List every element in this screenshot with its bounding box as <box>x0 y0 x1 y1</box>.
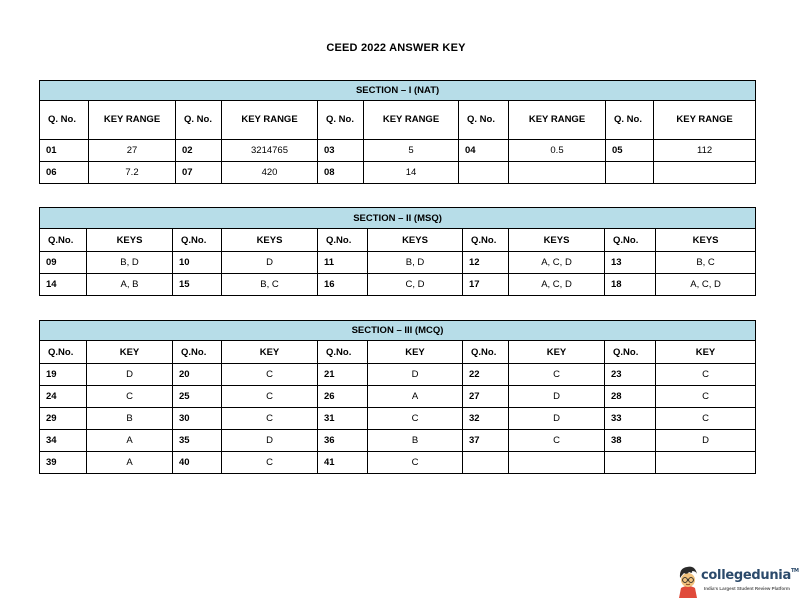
column-header-qno: Q.No. <box>605 341 656 364</box>
table-row <box>40 364 756 386</box>
column-header-qno: Q. No. <box>176 101 222 140</box>
table-row <box>40 386 756 408</box>
answer-key-cell: A, C, D <box>509 274 605 296</box>
answer-key-cell <box>509 162 606 184</box>
section-heading: SECTION – III (MCQ) <box>40 321 756 341</box>
answer-key-cell: C <box>656 364 756 386</box>
column-header-key: KEYS <box>368 229 463 252</box>
question-number-cell: 32 <box>463 408 509 430</box>
answer-key-cell: C <box>509 430 605 452</box>
section-heading: SECTION – II (MSQ) <box>40 208 756 229</box>
answer-key-cell: B <box>87 408 173 430</box>
question-number-cell: 37 <box>463 430 509 452</box>
question-number-cell: 30 <box>173 408 222 430</box>
column-header-key: KEYS <box>509 229 605 252</box>
answer-key-cell: A <box>87 452 173 474</box>
question-number-cell: 25 <box>173 386 222 408</box>
question-number-cell: 34 <box>40 430 87 452</box>
question-number-cell: 31 <box>318 408 368 430</box>
answer-key-cell: 112 <box>654 140 756 162</box>
question-number-cell: 13 <box>605 252 656 274</box>
question-number-cell: 35 <box>173 430 222 452</box>
question-number-cell: 02 <box>176 140 222 162</box>
question-number-cell <box>463 452 509 474</box>
column-header-key: KEY RANGE <box>364 101 459 140</box>
answer-key-cell: D <box>656 430 756 452</box>
table-header-row <box>40 341 756 364</box>
answer-key-cell: 27 <box>89 140 176 162</box>
logo-wordmark: collegedunia <box>701 568 791 583</box>
question-number-cell: 05 <box>606 140 654 162</box>
question-number-cell: 04 <box>459 140 509 162</box>
column-header-qno: Q.No. <box>605 229 656 252</box>
table-row <box>40 430 756 452</box>
answer-key-cell: 5 <box>364 140 459 162</box>
answer-key-cell: 0.5 <box>509 140 606 162</box>
section-heading: SECTION – I (NAT) <box>40 81 756 101</box>
question-number-cell: 03 <box>318 140 364 162</box>
answer-key-cell: 7.2 <box>89 162 176 184</box>
logo-tagline: India's Largest Student Review Platform <box>704 586 790 591</box>
answer-key-cell: D <box>87 364 173 386</box>
column-header-qno: Q.No. <box>40 341 87 364</box>
answer-key-cell: C <box>509 364 605 386</box>
collegedunia-logo[interactable] <box>676 562 799 602</box>
question-number-cell: 11 <box>318 252 368 274</box>
answer-key-cell: A, C, D <box>509 252 605 274</box>
column-header-qno: Q.No. <box>463 229 509 252</box>
answer-key-cell: 420 <box>222 162 318 184</box>
question-number-cell: 33 <box>605 408 656 430</box>
answer-key-cell: 3214765 <box>222 140 318 162</box>
column-header-key: KEY <box>222 341 318 364</box>
table-row <box>40 162 756 184</box>
question-number-cell: 07 <box>176 162 222 184</box>
table-row <box>40 408 756 430</box>
answer-key-cell: C <box>222 408 318 430</box>
table-row <box>40 452 756 474</box>
answer-key-cell: 14 <box>364 162 459 184</box>
question-number-cell: 10 <box>173 252 222 274</box>
column-header-qno: Q.No. <box>173 229 222 252</box>
question-number-cell: 27 <box>463 386 509 408</box>
column-header-key: KEYS <box>87 229 173 252</box>
answer-key-cell: A, C, D <box>656 274 756 296</box>
column-header-key: KEY RANGE <box>654 101 756 140</box>
question-number-cell: 28 <box>605 386 656 408</box>
question-number-cell: 08 <box>318 162 364 184</box>
answer-key-cell <box>654 162 756 184</box>
answer-key-cell: C <box>656 386 756 408</box>
column-header-key: KEY RANGE <box>509 101 606 140</box>
column-header-qno: Q.No. <box>318 341 368 364</box>
logo-trademark: TM <box>790 568 799 574</box>
question-number-cell: 01 <box>40 140 89 162</box>
question-number-cell: 40 <box>173 452 222 474</box>
question-number-cell <box>459 162 509 184</box>
answer-key-cell: C <box>368 408 463 430</box>
answer-key-cell: D <box>222 430 318 452</box>
column-header-key: KEY RANGE <box>222 101 318 140</box>
question-number-cell: 09 <box>40 252 87 274</box>
section-msq-table <box>39 207 756 296</box>
question-number-cell: 21 <box>318 364 368 386</box>
mascot-icon <box>676 562 700 598</box>
table-header-row <box>40 101 756 140</box>
column-header-key: KEYS <box>222 229 318 252</box>
column-header-key: KEY RANGE <box>89 101 176 140</box>
question-number-cell: 26 <box>318 386 368 408</box>
question-number-cell: 12 <box>463 252 509 274</box>
question-number-cell: 15 <box>173 274 222 296</box>
answer-key-cell: D <box>368 364 463 386</box>
question-number-cell: 36 <box>318 430 368 452</box>
answer-key-cell: B, D <box>368 252 463 274</box>
answer-key-cell: D <box>509 386 605 408</box>
question-number-cell: 23 <box>605 364 656 386</box>
column-header-qno: Q.No. <box>463 341 509 364</box>
section-nat-table <box>39 80 756 184</box>
column-header-key: KEYS <box>656 229 756 252</box>
section-mcq-table <box>39 320 756 474</box>
answer-key-cell: B <box>368 430 463 452</box>
question-number-cell: 29 <box>40 408 87 430</box>
page-title: CEED 2022 ANSWER KEY <box>326 42 466 54</box>
question-number-cell: 16 <box>318 274 368 296</box>
question-number-cell: 38 <box>605 430 656 452</box>
answer-key-cell: D <box>222 252 318 274</box>
column-header-qno: Q. No. <box>318 101 364 140</box>
answer-key-cell: B, C <box>222 274 318 296</box>
column-header-qno: Q. No. <box>40 101 89 140</box>
question-number-cell: 39 <box>40 452 87 474</box>
question-number-cell: 18 <box>605 274 656 296</box>
column-header-qno: Q. No. <box>606 101 654 140</box>
table-row <box>40 252 756 274</box>
answer-key-cell: C <box>368 452 463 474</box>
answer-key-cell: C <box>222 386 318 408</box>
answer-key-cell: C <box>222 364 318 386</box>
question-number-cell: 06 <box>40 162 89 184</box>
answer-key-cell: A <box>87 430 173 452</box>
column-header-key: KEY <box>509 341 605 364</box>
answer-key-cell: B, C <box>656 252 756 274</box>
table-header-row <box>40 229 756 252</box>
answer-key-cell: C <box>222 452 318 474</box>
answer-key-cell <box>509 452 605 474</box>
answer-key-cell: D <box>509 408 605 430</box>
column-header-qno: Q. No. <box>459 101 509 140</box>
answer-key-cell: A, B <box>87 274 173 296</box>
answer-key-cell: A <box>368 386 463 408</box>
table-row <box>40 140 756 162</box>
question-number-cell: 17 <box>463 274 509 296</box>
column-header-qno: Q.No. <box>318 229 368 252</box>
question-number-cell: 20 <box>173 364 222 386</box>
question-number-cell: 14 <box>40 274 87 296</box>
answer-key-cell: C <box>656 408 756 430</box>
question-number-cell: 19 <box>40 364 87 386</box>
column-header-key: KEY <box>368 341 463 364</box>
question-number-cell: 24 <box>40 386 87 408</box>
table-row <box>40 274 756 296</box>
question-number-cell <box>605 452 656 474</box>
question-number-cell: 22 <box>463 364 509 386</box>
question-number-cell: 41 <box>318 452 368 474</box>
column-header-qno: Q.No. <box>173 341 222 364</box>
answer-key-cell: B, D <box>87 252 173 274</box>
column-header-key: KEY <box>656 341 756 364</box>
answer-key-cell <box>656 452 756 474</box>
answer-key-cell: C <box>87 386 173 408</box>
question-number-cell <box>606 162 654 184</box>
answer-key-cell: C, D <box>368 274 463 296</box>
column-header-qno: Q.No. <box>40 229 87 252</box>
column-header-key: KEY <box>87 341 173 364</box>
